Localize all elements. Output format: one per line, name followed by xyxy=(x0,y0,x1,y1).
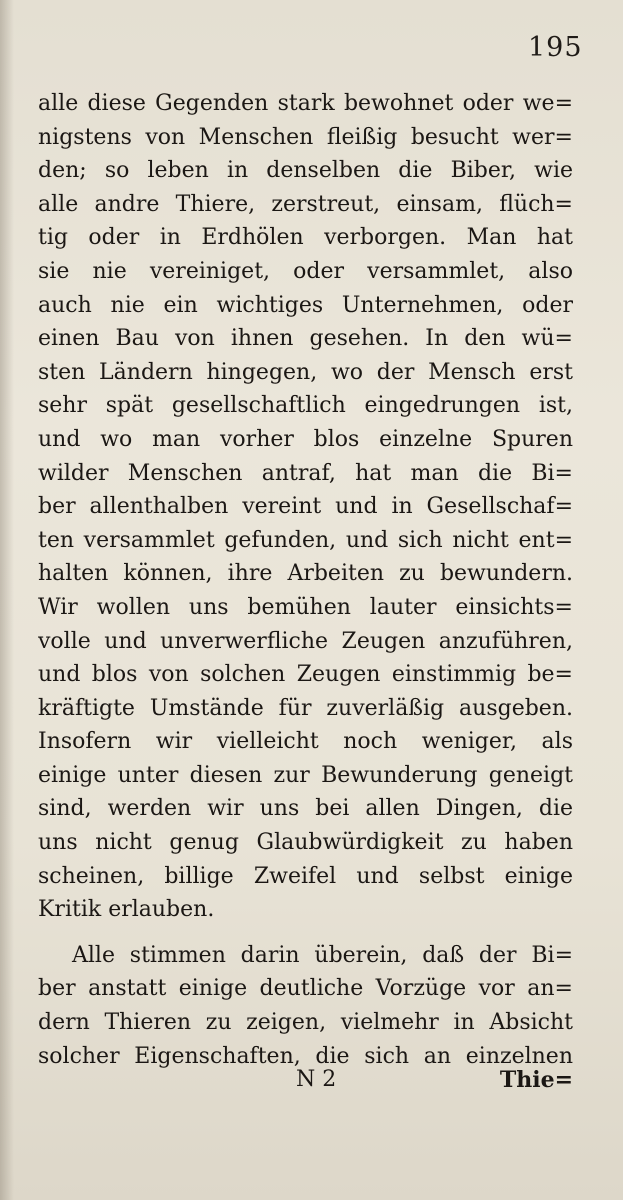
text-line: scheinen, billige Zweifel und selbst einige xyxy=(38,863,573,889)
paragraph xyxy=(38,87,573,927)
text-line: den; so leben in denselben die Biber, wie xyxy=(38,158,573,184)
text-line: sten Ländern hingegen, wo der Mensch erst xyxy=(38,359,573,385)
text-line: sie nie vereiniget, oder versammlet, also xyxy=(38,258,573,284)
catchword: Thie= xyxy=(499,1067,573,1093)
page-footer xyxy=(38,1063,573,1097)
text-line: einige unter diesen zur Bewunderung geneigt xyxy=(38,762,573,788)
paragraph-gap xyxy=(38,927,573,939)
text-line: halten können, ihre Arbeiten zu bewundern. xyxy=(38,561,573,587)
text-line: ber allenthalben vereint und in Gesellschaf= xyxy=(38,494,573,520)
text-line: solcher Eigenschaften, die sich an einzelnen xyxy=(38,1043,573,1069)
page-fold-shadow xyxy=(0,0,14,1200)
text-line: ten versammlet gefunden, und sich nicht ent= xyxy=(38,527,573,553)
text-line: und blos von solchen Zeugen einstimmig be= xyxy=(38,662,573,688)
text-line: einen Bau von ihnen gesehen. In den wü= xyxy=(38,326,573,352)
text-line: Insofern wir vielleicht noch weniger, als xyxy=(38,729,573,755)
text-line: nigstens von Menschen fleißig besucht wer= xyxy=(38,124,573,150)
text-line: tig oder in Erdhölen verborgen. Man hat xyxy=(38,225,573,251)
text-line: uns nicht genug Glaubwürdigkeit zu haben xyxy=(38,830,573,856)
page-number: 195 xyxy=(528,32,583,63)
text-line: sind, werden wir uns bei allen Dingen, die xyxy=(38,796,573,822)
text-line: und wo man vorher blos einzelne Spuren xyxy=(38,426,573,452)
text-line: Wir wollen uns bemühen lauter einsichts= xyxy=(38,594,573,620)
text-line: kräftigte Umstände für zuverläßig ausgeben. xyxy=(38,695,573,721)
body-text xyxy=(38,87,573,1073)
text-line: volle und unverwerfliche Zeugen anzuführen, xyxy=(38,628,573,654)
paragraph xyxy=(38,939,573,1073)
text-line: dern Thieren zu zeigen, vielmehr in Absicht xyxy=(38,1010,573,1036)
text-line: alle diese Gegenden stark bewohnet oder we= xyxy=(38,91,573,116)
text-line: sehr spät gesellschaftlich eingedrungen ist, xyxy=(38,393,573,419)
text-line: auch nie ein wichtiges Unternehmen, oder xyxy=(38,292,573,318)
signature-mark: N 2 xyxy=(296,1067,337,1092)
text-line: ber anstatt einige deutliche Vorzüge vor an= xyxy=(38,976,573,1002)
text-line: wilder Menschen antraf, hat man die Bi= xyxy=(38,460,573,486)
text-line: Alle stimmen darin überein, daß der Bi= xyxy=(72,942,573,968)
text-line: Kritik erlauben. xyxy=(38,897,215,923)
text-line: alle andre Thiere, zerstreut, einsam, flüch= xyxy=(38,191,573,217)
